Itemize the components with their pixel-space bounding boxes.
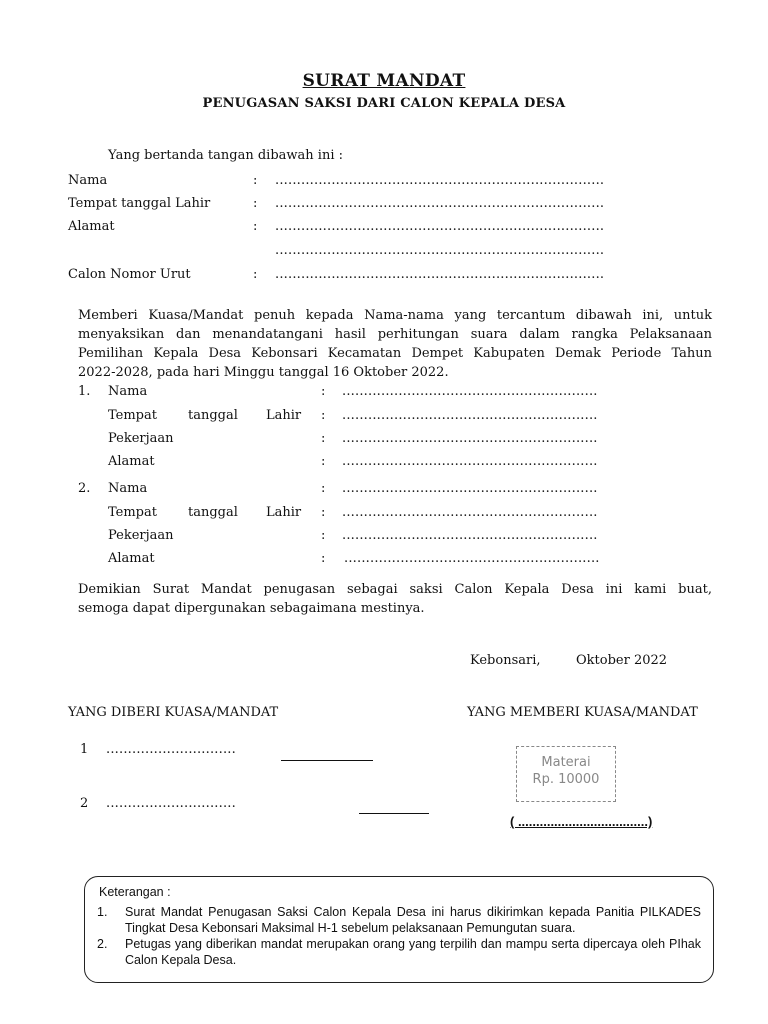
witness-label-lahir: Lahir [266, 505, 302, 520]
notes-box [84, 876, 714, 983]
field-blank-ttl: ............................................................................ [275, 196, 605, 211]
field-colon: : [321, 551, 326, 566]
place-text: Kebonsari, [470, 653, 541, 668]
witness-blank-alamat: ........................................................... [344, 551, 600, 566]
field-colon: : [253, 219, 258, 234]
paragraph-line: Pemilihan Kepala Desa Kebonsari Kecamatan Dempet Kabupaten Demak Periode Tahun [78, 346, 712, 361]
signature-name-blank: .............................. [106, 742, 236, 757]
notes-item [97, 904, 701, 936]
stamp-duty-label: Materai [541, 755, 591, 770]
witness-blank-alamat: ........................................................... [342, 454, 598, 469]
field-colon: : [321, 384, 326, 399]
field-label-calon: Calon Nomor Urut [68, 267, 191, 282]
mandate-paragraph [78, 306, 712, 382]
field-blank-alamat-2: ............................................................................ [275, 243, 605, 258]
witness-number: 1. [78, 384, 91, 399]
witness-label-tempat: Tempat [108, 505, 157, 520]
witness-number: 2. [78, 481, 91, 496]
witness-label-pekerjaan: Pekerjaan [108, 528, 174, 543]
field-blank-nama: ............................................................................ [275, 173, 605, 188]
field-colon: : [253, 173, 258, 188]
notes-item-text: Surat Mandat Penugasan Saksi Calon Kepala Desa ini harus dikirimkan kepada Panitia PILKADES Tingkat Desa Kebonsari Maksimal H-1 sebelum pelaksanaan Pemungutan suara. [125, 905, 701, 935]
intro-text: Yang bertanda tangan dibawah ini : [108, 148, 343, 163]
date-text: Oktober 2022 [576, 653, 668, 668]
paragraph-line: menyaksikan dan menandatangani hasil perhitungan suara dalam rangka Pelaksanaan [78, 327, 712, 342]
document-subtitle: PENUGASAN SAKSI DARI CALON KEPALA DESA [202, 96, 566, 111]
witness-label-lahir: Lahir [266, 408, 302, 423]
witness-blank-ttl: ........................................................... [342, 408, 598, 423]
document-title: SURAT MANDAT [302, 71, 466, 91]
signature-line [359, 813, 429, 814]
paragraph-line: semoga dapat dipergunakan sebagaimana mestinya. [78, 601, 425, 616]
right-signature-heading: YANG MEMBERI KUASA/MANDAT [467, 705, 698, 720]
closing-paragraph [78, 580, 712, 618]
field-colon: : [321, 528, 326, 543]
notes-item-text: Petugas yang diberikan mandat merupakan orang yang terpilih dan mampu serta dipercaya oleh PIhak Calon Kepala Desa. [125, 937, 701, 967]
witness-blank-pekerjaan: ........................................................... [342, 431, 598, 446]
witness-label-pekerjaan: Pekerjaan [108, 431, 174, 446]
witness-blank-nama: ........................................................... [342, 384, 598, 399]
witness-label-alamat: Alamat [108, 454, 155, 469]
giver-signature-name: ( ....................................) [510, 814, 653, 829]
stamp-duty-amount: Rp. 10000 [532, 772, 600, 787]
field-colon: : [321, 481, 326, 496]
witness-label-alamat: Alamat [108, 551, 155, 566]
witness-label-tanggal: tanggal [188, 408, 238, 423]
field-colon: : [321, 454, 326, 469]
field-colon: : [321, 408, 326, 423]
field-colon: : [253, 267, 258, 282]
field-label-nama: Nama [68, 173, 108, 188]
notes-title: Keterangan : [99, 885, 171, 899]
left-signature-heading: YANG DIBERI KUASA/MANDAT [68, 705, 279, 720]
field-blank-calon: ............................................................................ [275, 267, 605, 282]
paragraph-line: 2022-2028, pada hari Minggu tanggal 16 Oktober 2022. [78, 365, 449, 380]
signature-number: 1 [80, 742, 89, 757]
witness-label-tanggal: tanggal [188, 505, 238, 520]
witness-label-nama: Nama [108, 481, 148, 496]
notes-item-number: 2. [97, 937, 108, 951]
signature-number: 2 [80, 796, 89, 811]
notes-item [97, 936, 701, 968]
witness-label-nama: Nama [108, 384, 148, 399]
field-label-ttl: Tempat tanggal Lahir [68, 196, 211, 211]
witness-blank-pekerjaan: ........................................................... [342, 528, 598, 543]
signature-line [281, 760, 373, 761]
field-colon: : [321, 505, 326, 520]
paragraph-line: Demikian Surat Mandat penugasan sebagai saksi Calon Kepala Desa ini kami buat, [78, 582, 712, 597]
witness-label-tempat: Tempat [108, 408, 157, 423]
field-blank-alamat: ............................................................................ [275, 219, 605, 234]
signature-name-blank: .............................. [106, 796, 236, 811]
witness-blank-ttl: ........................................................... [342, 505, 598, 520]
field-label-alamat: Alamat [68, 219, 115, 234]
field-colon: : [253, 196, 258, 211]
stamp-duty-box [516, 746, 616, 802]
field-colon: : [321, 431, 326, 446]
notes-item-number: 1. [97, 905, 108, 919]
witness-blank-nama: ........................................................... [342, 481, 598, 496]
paragraph-line: Memberi Kuasa/Mandat penuh kepada Nama-nama yang tercantum dibawah ini, untuk [78, 308, 712, 323]
